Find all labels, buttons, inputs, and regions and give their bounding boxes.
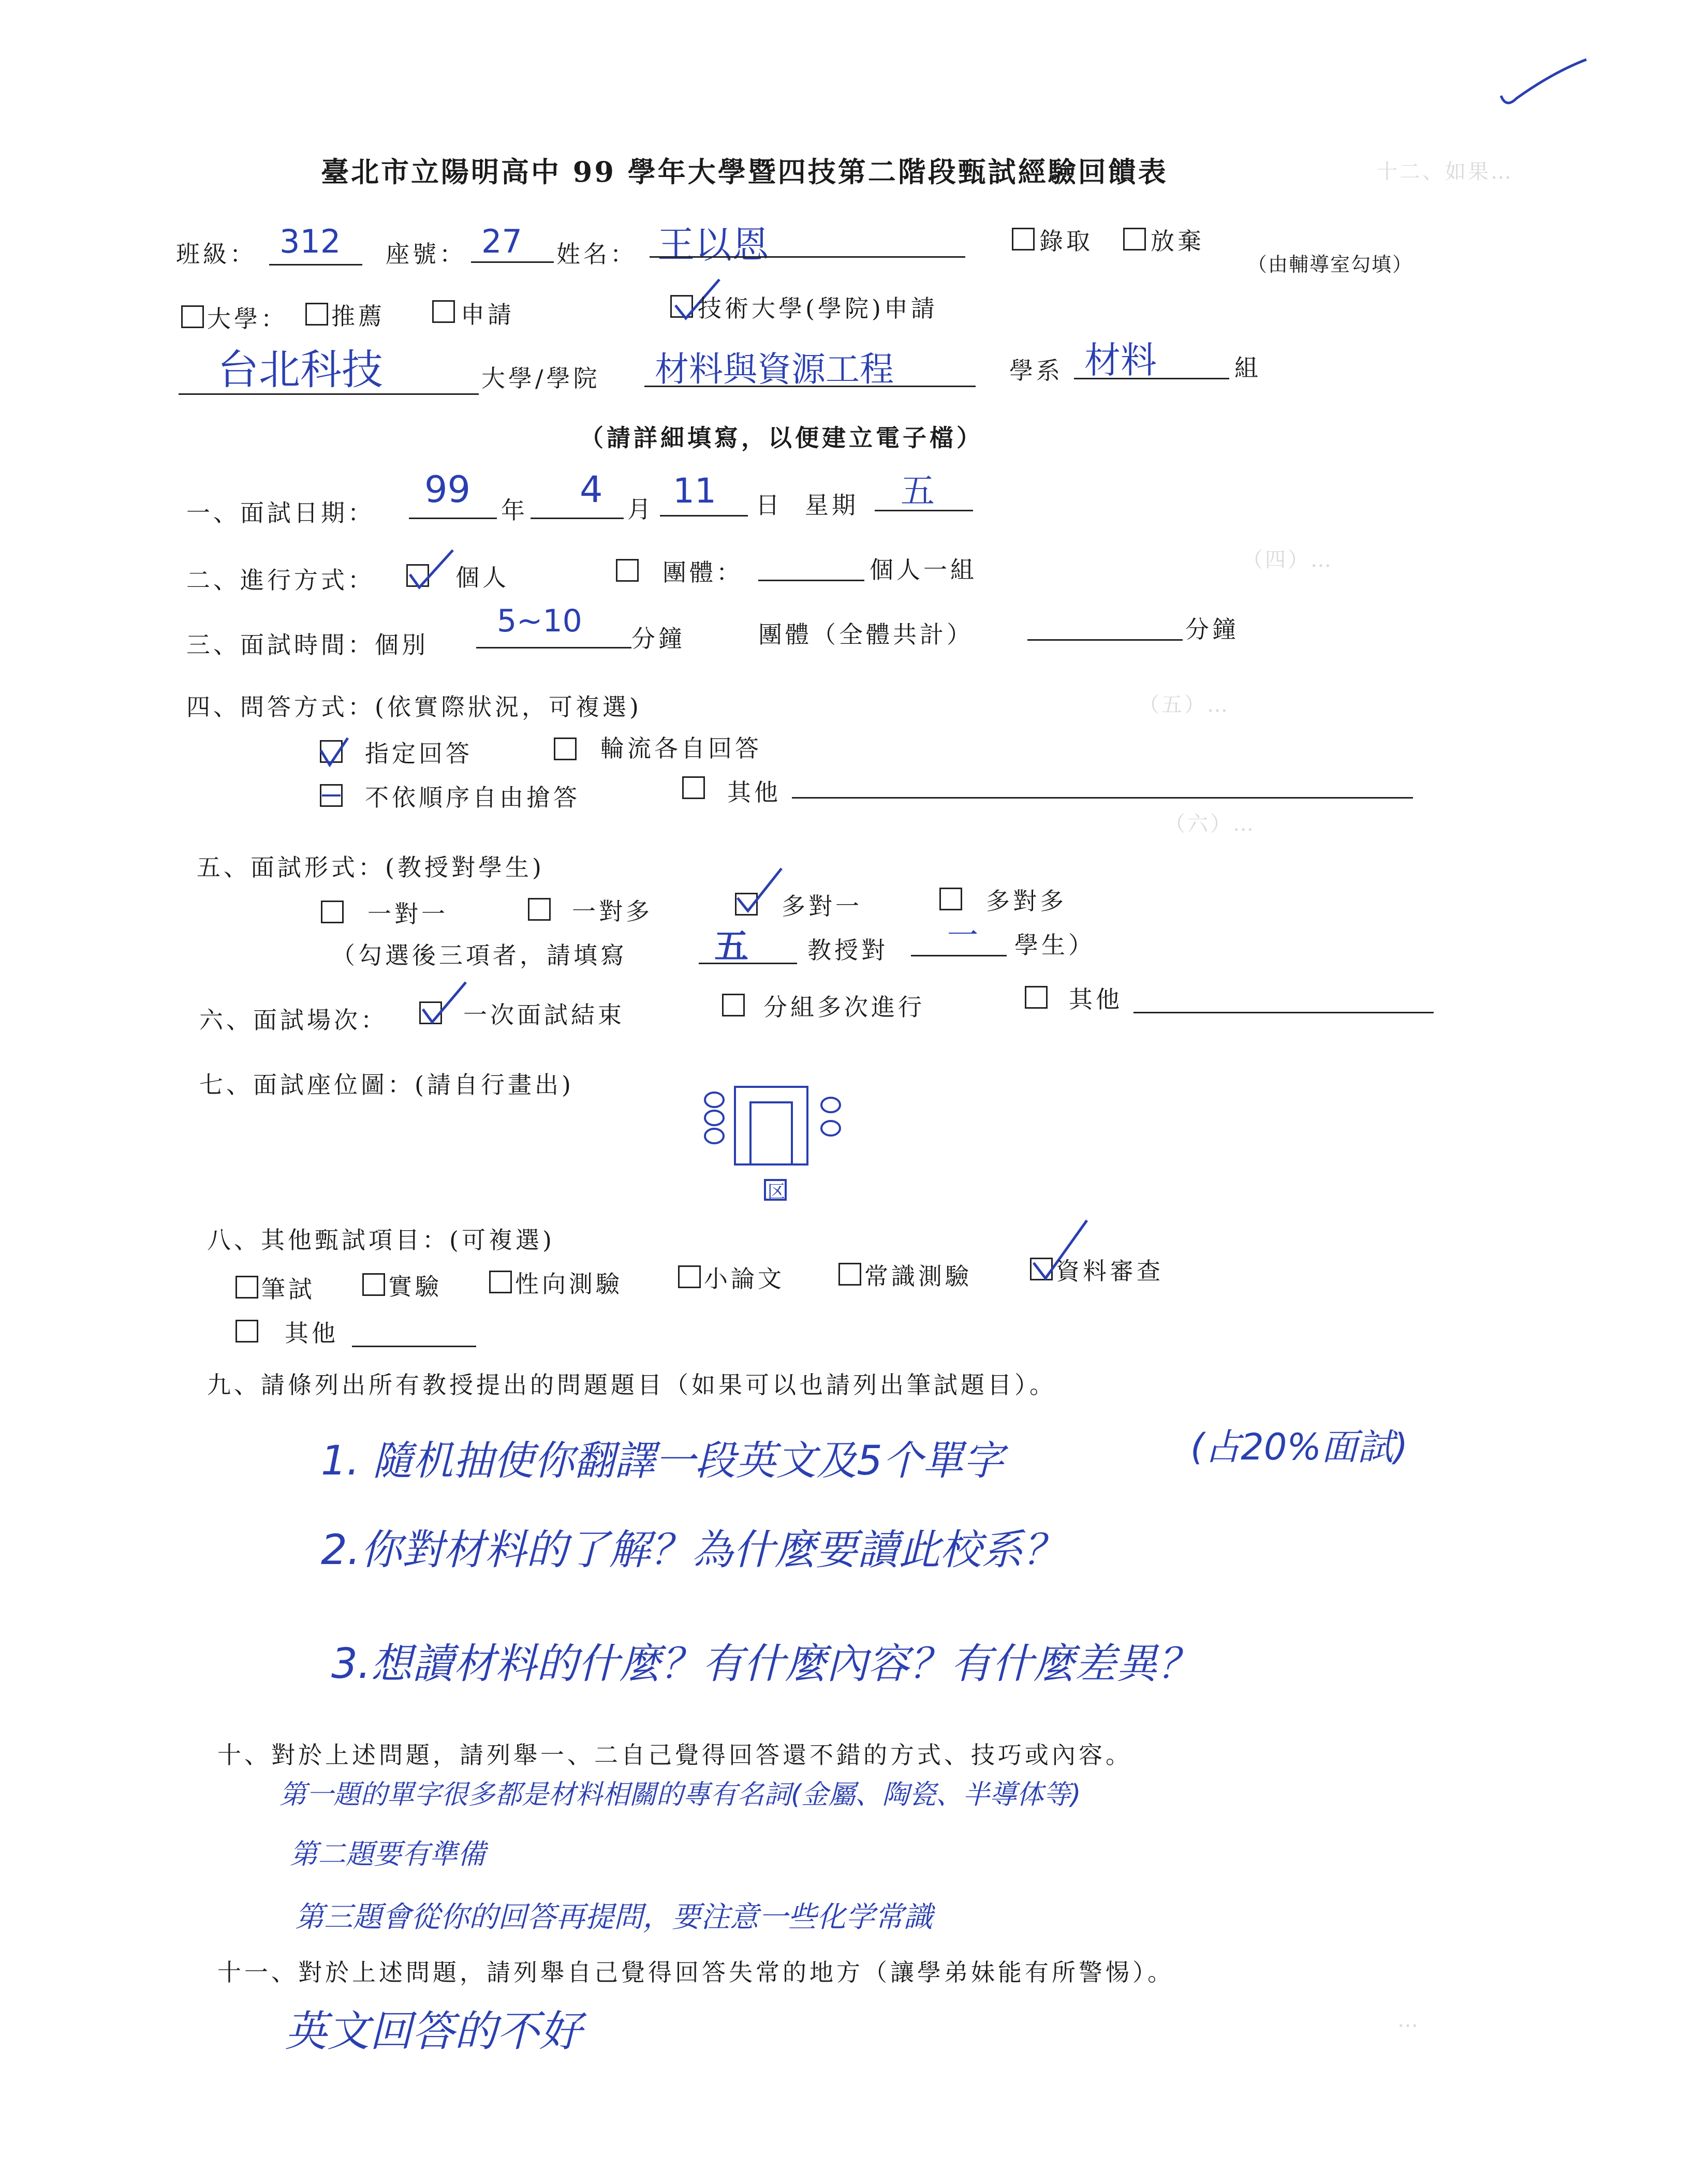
tech-apply-label: 技術大學(學院)申請 xyxy=(698,294,938,322)
apply-label: 申請 xyxy=(461,301,514,329)
bleed-through-text: … xyxy=(1397,2008,1420,2032)
q8-opt6-label: 資料審查 xyxy=(1056,1257,1164,1285)
name-underline xyxy=(650,256,965,258)
class-value[interactable]: 312 xyxy=(279,223,341,260)
q1-month-underline xyxy=(531,518,624,519)
q2-group-suffix: 個人一組 xyxy=(870,556,977,584)
dept-underline xyxy=(644,386,976,387)
q4-opt4-label: 其他 xyxy=(727,778,781,806)
q3-group-label: 團體（全體共計） xyxy=(758,621,974,648)
q8-opt5-label: 常識測驗 xyxy=(864,1262,972,1290)
student-seat-mark: 区 xyxy=(768,1182,785,1202)
q8-opt4-checkbox[interactable] xyxy=(678,1265,701,1288)
q8-opt4-label: 小論文 xyxy=(704,1265,785,1293)
check-mark-icon xyxy=(404,546,461,593)
q11-label: 十一、對於上述問題，請列舉自己覺得回答失常的地方（讓學弟妹能有所警惕）。 xyxy=(217,1958,1174,1986)
seat-underline xyxy=(471,261,554,263)
q3-group-underline xyxy=(1027,639,1183,641)
dept-value[interactable]: 材料與資源工程 xyxy=(655,349,894,389)
dept-suffix: 學系 xyxy=(1009,357,1063,385)
q3-label: 三、面試時間：個別 xyxy=(186,631,429,659)
q4-opt3-label: 不依順序自由搶答 xyxy=(365,784,580,812)
q1-year-unit: 年 xyxy=(501,496,528,524)
q5-prof-count[interactable]: 五 xyxy=(714,926,748,966)
q9-answer-2: 2.你對材料的了解？為什麼要讀此校系？ xyxy=(321,1526,1065,1574)
q8-opt2-label: 實驗 xyxy=(388,1273,442,1301)
q1-day-underline xyxy=(660,515,748,517)
q8-opt2-checkbox[interactable] xyxy=(362,1273,385,1296)
check-mark-icon xyxy=(732,864,789,916)
q5-opt3-label: 多對一 xyxy=(782,892,862,920)
q5-opt1-checkbox[interactable] xyxy=(321,901,344,923)
q2-individual-label: 個人 xyxy=(455,564,509,592)
q4-label: 四、問答方式：(依實際狀況，可複選) xyxy=(186,693,642,721)
q10-answer-3: 第三題會從你的回答再提問，要注意一些化学常識 xyxy=(295,1900,933,1934)
q3-individual-underline xyxy=(476,647,631,648)
q11-answer: 英文回答的不好 xyxy=(285,2007,582,2056)
q10-answer-1: 第一題的單字很多都是材料相關的專有名詞(金屬、陶瓷、半導体等) xyxy=(279,1779,1081,1810)
q1-month-unit: 月 xyxy=(627,495,654,523)
q5-opt2-checkbox[interactable] xyxy=(528,898,551,921)
q10-answer-2: 第二題要有準備 xyxy=(290,1838,485,1870)
q3-individual-value[interactable]: 5~10 xyxy=(497,603,582,639)
professor-seat xyxy=(705,1111,724,1125)
counselor-note: （由輔導室勾填） xyxy=(1247,253,1413,276)
q8-opt3-label: 性向測驗 xyxy=(515,1270,623,1298)
q2-group-label: 團體： xyxy=(662,558,743,586)
apply-checkbox[interactable] xyxy=(432,300,455,323)
q5-fill-prefix: （勾選後三項者，請填寫 xyxy=(331,941,627,969)
q1-month-value[interactable]: 4 xyxy=(580,468,603,511)
abandon-label: 放棄 xyxy=(1151,227,1204,255)
bleed-through-text: （四）… xyxy=(1242,548,1333,572)
q3-minutes2: 分鐘 xyxy=(1185,615,1239,643)
q9-label: 九、請條列出所有教授提出的問題題目（如果可以也請列出筆試題目）。 xyxy=(207,1371,1056,1399)
recommend-checkbox[interactable] xyxy=(305,303,328,326)
q5-prof-underline xyxy=(699,963,797,964)
q5-opt4-label: 多對多 xyxy=(986,887,1067,915)
q9-answer-1: 1. 隨机抽使你翻譯一段英文及5个單字 xyxy=(321,1438,1004,1484)
q3-minutes: 分鐘 xyxy=(631,625,685,653)
class-label: 班級： xyxy=(176,240,257,268)
q6-opt2-label: 分組多次進行 xyxy=(763,993,925,1021)
seat-label: 座號： xyxy=(386,240,466,268)
recommend-label: 推薦 xyxy=(331,302,385,330)
q9-answer-1-note: (占20%面試) xyxy=(1190,1426,1408,1468)
q1-day-value[interactable]: 11 xyxy=(673,471,716,511)
school-value[interactable]: 台北科技 xyxy=(217,346,383,394)
abandon-checkbox[interactable] xyxy=(1123,228,1146,250)
q6-label: 六、面試場次： xyxy=(199,1006,388,1034)
q9-answer-3: 3.想讀材料的什麼？有什麼內容？有什麼差異？ xyxy=(331,1640,1199,1688)
q8-opt1-checkbox[interactable] xyxy=(235,1276,258,1299)
q1-weekday-value[interactable]: 五 xyxy=(901,471,935,511)
table-shape xyxy=(735,1087,807,1164)
name-label: 姓名： xyxy=(556,240,637,268)
q6-opt3-checkbox[interactable] xyxy=(1025,986,1048,1009)
admitted-checkbox[interactable] xyxy=(1012,228,1035,250)
q1-year-value[interactable]: 99 xyxy=(424,468,471,511)
q6-opt3-label: 其他 xyxy=(1069,985,1123,1013)
q5-student-label: 學生） xyxy=(1014,931,1095,959)
q10-label: 十、對於上述問題，請列舉一、二自己覺得回答還不錯的方式、技巧或內容。 xyxy=(217,1741,1132,1769)
q1-weekday-underline xyxy=(875,510,973,511)
q5-opt4-checkbox[interactable] xyxy=(939,888,962,910)
professor-seat xyxy=(821,1121,840,1135)
q1-year-underline xyxy=(409,518,497,519)
q4-opt2-label: 輪流各自回答 xyxy=(600,734,762,762)
university-label: 大學： xyxy=(207,305,288,333)
university-checkbox[interactable] xyxy=(181,305,204,328)
q2-group-checkbox[interactable] xyxy=(616,559,639,582)
professor-seat xyxy=(821,1098,840,1112)
q8-opt3-checkbox[interactable] xyxy=(489,1271,512,1293)
instruction-text: （請詳細填寫，以便建立電子檔） xyxy=(580,424,983,452)
q2-label: 二、進行方式： xyxy=(186,566,375,594)
q4-opt4-checkbox[interactable] xyxy=(682,776,705,799)
bleed-through-text: 十二、如果… xyxy=(1377,160,1513,184)
table-inner-shape xyxy=(750,1102,792,1164)
q4-opt1-label: 指定回答 xyxy=(365,740,473,768)
school-underline xyxy=(179,393,479,395)
seat-value[interactable]: 27 xyxy=(481,223,522,260)
q5-label: 五、面試形式：(教授對學生) xyxy=(197,853,544,881)
q5-opt2-label: 一對多 xyxy=(572,897,653,925)
q6-opt1-label: 一次面試結束 xyxy=(463,1001,625,1029)
q8-label: 八、其他甄試項目：(可複選) xyxy=(207,1226,555,1254)
bleed-through-text: （五）… xyxy=(1139,693,1230,717)
group-underline xyxy=(1074,378,1229,379)
group-suffix: 組 xyxy=(1234,354,1261,382)
professor-seat xyxy=(705,1129,724,1143)
q5-student-count[interactable]: 一 xyxy=(947,918,978,954)
q4-other-underline xyxy=(792,797,1413,799)
form-title: 臺北市立陽明高中 99 學年大學暨四技第二階段甄試經驗回饋表 xyxy=(321,155,1168,188)
school-suffix: 大學/學院 xyxy=(481,364,600,392)
class-underline xyxy=(269,264,362,266)
q1-label: 一、面試日期： xyxy=(186,499,375,527)
group-value[interactable]: 材料 xyxy=(1084,339,1157,381)
check-mark-icon xyxy=(1491,52,1594,114)
q1-weekday-label: 星期 xyxy=(805,491,859,519)
q8-other-underline xyxy=(352,1346,476,1347)
professor-seat xyxy=(705,1093,724,1107)
admitted-label: 錄取 xyxy=(1039,227,1093,255)
q8-opt1-label: 筆試 xyxy=(261,1275,315,1303)
check-mark-icon xyxy=(317,735,353,771)
q6-opt2-checkbox[interactable] xyxy=(722,994,745,1016)
q5-prof-label: 教授對 xyxy=(807,936,888,964)
q5-student-underline xyxy=(911,955,1007,956)
q4-opt3-mark xyxy=(322,794,341,797)
q8-opt7-checkbox[interactable] xyxy=(235,1320,258,1343)
name-value[interactable]: 王以恩 xyxy=(657,223,770,267)
bleed-through-text: （六）… xyxy=(1165,812,1256,836)
q6-other-underline xyxy=(1133,1012,1434,1013)
q4-opt2-checkbox[interactable] xyxy=(554,738,577,760)
q8-opt5-checkbox[interactable] xyxy=(838,1263,861,1286)
q8-opt7-label: 其他 xyxy=(285,1319,338,1347)
q5-opt1-label: 一對一 xyxy=(367,900,448,928)
q1-day-unit: 日 xyxy=(756,491,783,519)
q2-group-underline xyxy=(758,580,864,581)
q7-label: 七、面試座位圖：(請自行畫出) xyxy=(199,1071,574,1099)
